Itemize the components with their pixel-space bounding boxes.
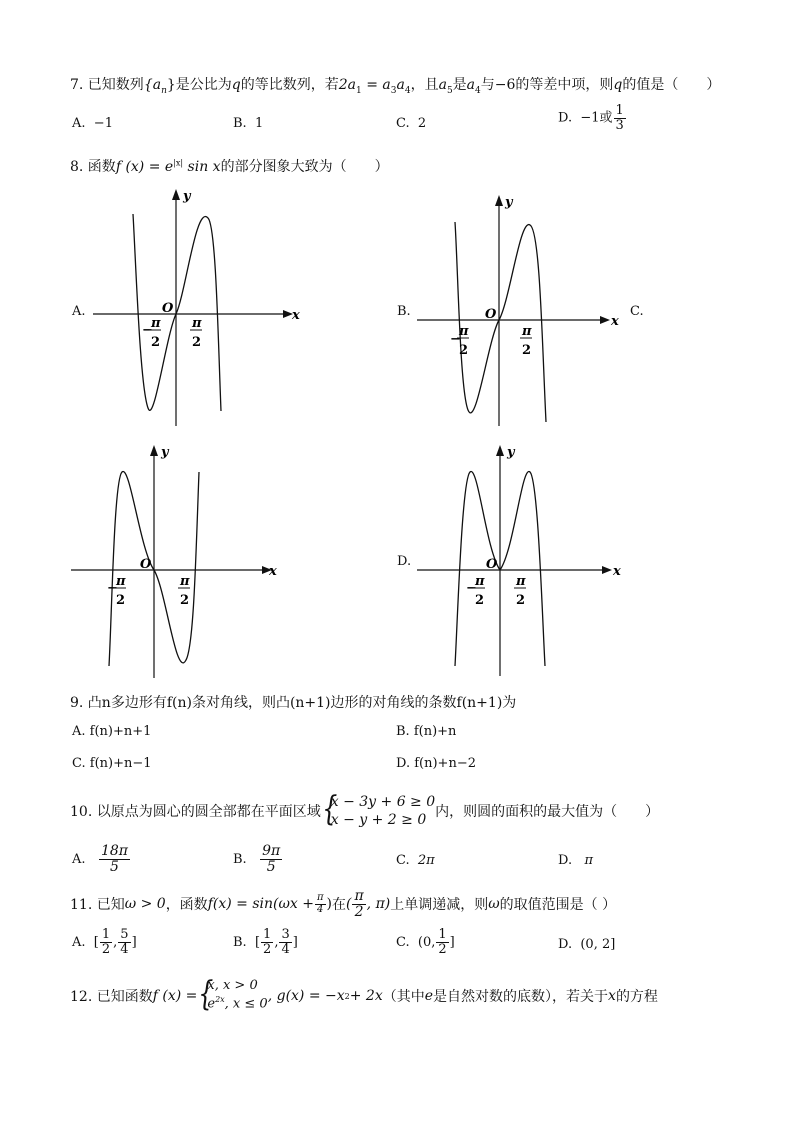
tick-neg-pi: π [459, 324, 469, 339]
q10-option-b[interactable] [233, 844, 283, 874]
q10-stem-text: 10. 以原点为圆心的圆全部都在平面区域 [70, 804, 321, 820]
graph-d [412, 440, 627, 680]
graph-b-label[interactable]: B. [397, 304, 411, 319]
option-value: f(n)+n [413, 724, 457, 739]
q7-seq-close: } [166, 77, 176, 93]
tick-neg-two: 2 [151, 335, 161, 350]
q7-cond-sub2: 3 [390, 85, 397, 96]
bracket: (0, [417, 934, 436, 950]
option-label: D. [396, 756, 411, 771]
q7-cond-sub3: 4 [404, 85, 411, 96]
option-fraction [260, 844, 282, 874]
option-label: D. [558, 110, 573, 126]
q12-stem [70, 972, 658, 1020]
q7-cond-sub: 1 [356, 85, 362, 96]
origin-label: O [485, 307, 497, 322]
option-value: f(n)+n−2 [414, 756, 476, 771]
fraction-num: 5 [120, 927, 129, 942]
option-label: B. [396, 724, 410, 739]
option-label: D. [558, 853, 573, 868]
q10-ineq2: x − y + 2 ≥ 0 [330, 812, 427, 828]
q7-cond-eq: = a [361, 77, 391, 93]
option-label: C. [396, 853, 410, 868]
q11-stem-text: 11. 已知 [70, 897, 125, 913]
tick-neg-pi: π [151, 316, 161, 331]
x-axis-arrow [602, 566, 612, 574]
x-axis-arrow [600, 316, 610, 324]
q12-case2-cond: , x ≤ 0 [224, 996, 268, 1012]
option-label: D. [558, 937, 573, 952]
graph-a [88, 186, 308, 431]
fraction-num: 1 [101, 927, 111, 942]
q12-case2-exp: 2x [215, 995, 225, 1005]
tick-pos-two: 2 [180, 593, 190, 608]
fraction-den: 5 [266, 858, 276, 875]
option-fraction [99, 844, 130, 874]
q11-interval-frac [352, 889, 365, 919]
y-axis-label: y [505, 195, 513, 210]
y-axis-label: y [161, 445, 169, 460]
q8-func-exp: |x| [173, 158, 184, 168]
fraction-den: 4 [120, 941, 129, 957]
option-fraction [100, 928, 112, 956]
option-label: C. [72, 756, 86, 771]
q11-stem [70, 887, 616, 921]
neg-sign: − [466, 581, 477, 596]
option-label: C. [396, 116, 410, 131]
q12-stem-text: 12. 已知函数 [70, 989, 153, 1005]
q11-stem-text3: 在 [332, 897, 346, 913]
tick-neg-two: 2 [475, 593, 485, 608]
option-fraction [118, 928, 130, 956]
bracket: ] [131, 934, 137, 950]
q7-option-d[interactable] [558, 104, 627, 132]
q7-option-c[interactable] [396, 116, 426, 131]
option-label: B. [233, 934, 247, 950]
q8-stem-text: 8. 函数 [70, 159, 116, 175]
graph-curve [133, 214, 221, 411]
option-value: 1 [254, 116, 264, 131]
q11-interval-open: ( [346, 896, 352, 912]
y-axis-arrow [172, 189, 180, 200]
option-value: π [584, 853, 594, 868]
x-axis-label: x [269, 564, 277, 579]
fraction-num: 9π [262, 843, 281, 859]
option-value: −1 [93, 116, 113, 131]
q10-option-c[interactable] [396, 853, 435, 868]
option-fraction [261, 928, 273, 956]
q7-stem-text5: 是 [452, 77, 467, 93]
q8-stem-text2: 的部分图象大致为（ ） [220, 159, 389, 175]
origin-label: O [162, 301, 174, 316]
q8-func-b: sin x [183, 159, 221, 175]
fraction-den: 2 [101, 941, 111, 957]
fraction-num: 1 [615, 103, 624, 118]
option-label: A. [72, 724, 86, 739]
q9-stem: 9. 凸n多边形有f(n)条对角线，则凸(n+1)边形的对角线的条数f(n+1)为 [70, 695, 517, 711]
q8-stem [70, 156, 389, 176]
origin-label: O [486, 557, 498, 572]
q7-a4-sub: 4 [475, 85, 481, 96]
q7-stem [70, 74, 720, 96]
q7-q: q [231, 77, 241, 93]
tick-neg-two: 2 [459, 343, 469, 358]
bracket: [ [93, 934, 99, 950]
q10-ineq1: { x − 3y + 6 ≥ 0 [330, 793, 436, 810]
q7-a5-sub: 5 [446, 85, 453, 96]
tick-neg-two: 2 [116, 593, 126, 608]
q11-interval-close: , π) [366, 896, 391, 912]
q7-option-b[interactable] [233, 116, 263, 131]
fraction-den: 5 [109, 858, 119, 875]
y-axis-arrow [495, 195, 503, 206]
q9-option-c[interactable] [72, 756, 152, 771]
fraction-num: π [354, 887, 364, 904]
q12-e: e [424, 988, 434, 1004]
bracket: ] [292, 934, 298, 950]
tick-pos-pi: π [192, 316, 202, 331]
q7-q2: q [613, 77, 623, 93]
option-value: 2 [417, 116, 427, 131]
fraction-num: π [316, 892, 324, 903]
q11-option-c[interactable] [396, 928, 455, 956]
bracket: ] [449, 934, 455, 950]
q11-stem-text5: 的取值范围是（ ） [499, 897, 617, 913]
neg-sign: − [107, 581, 118, 596]
q7-seq-sub: n [161, 85, 167, 96]
q12-stem-text3: 是自然对数的底数），若关于 [433, 989, 609, 1005]
comma: , [113, 934, 118, 950]
q12-stem-text2: （其中 [382, 989, 425, 1005]
q10-system [321, 793, 435, 829]
q7-a4: a [466, 77, 476, 93]
graph-a-label[interactable]: A. [72, 304, 86, 319]
q12-piecewise [197, 978, 267, 1013]
graph-c-label[interactable]: C. [630, 304, 644, 319]
q7-stem-text6: 与−6的等差中项，则 [480, 77, 614, 93]
q7-stem-text4: ，且 [410, 77, 439, 93]
q11-omega: ω [488, 896, 500, 912]
graph-b [412, 190, 627, 430]
tick-neg-pi: π [475, 574, 485, 589]
q9-option-d[interactable] [396, 756, 476, 771]
fraction-num: 18π [100, 843, 128, 859]
tick-pos-pi: π [180, 574, 190, 589]
q10-stem-text2: 内，则圆的面积的最大值为（ ） [435, 804, 660, 820]
q12-g: , g(x) = −x [267, 988, 345, 1004]
q8-func: f (x) = e [115, 159, 174, 175]
neg-sign: − [450, 332, 461, 347]
tick-pos-two: 2 [522, 343, 532, 358]
tick-pos-two: 2 [192, 335, 202, 350]
q7-a5: a [438, 77, 447, 93]
q11-func: f(x) = sin(ωx + [207, 896, 314, 912]
y-axis-label: y [507, 445, 515, 460]
q7-stem-text: 7. 已知数列 [70, 77, 144, 93]
q7-stem-text3: 的等比数列，若 [240, 77, 339, 93]
q7-stem-text7: 的值是（ ） [622, 77, 721, 93]
fraction-den: 4 [281, 941, 290, 957]
fraction-den: 2 [354, 903, 364, 920]
option-value: (0, 2] [580, 937, 616, 952]
q12-x: x [608, 988, 616, 1004]
option-value: −1或 [580, 110, 613, 126]
q10-option-a[interactable] [72, 844, 131, 874]
q10-option-d[interactable] [558, 853, 593, 868]
option-label: C. [396, 934, 410, 950]
option-value: f(n)+n−1 [89, 756, 152, 771]
option-value: f(n)+n+1 [89, 724, 152, 739]
q12-g-exp: 2 [344, 991, 350, 1001]
q11-option-d[interactable] [558, 937, 615, 952]
q7-cond-b: a [396, 77, 405, 93]
q11-func-frac [315, 893, 326, 915]
q12-case1: { x, x > 0 [207, 978, 258, 994]
fraction-den: 2 [438, 941, 447, 957]
fraction-den: 2 [263, 941, 272, 957]
q11-func-close: ) [326, 896, 332, 912]
q12-g-b: + 2x [349, 988, 383, 1004]
tick-neg-pi: π [116, 574, 126, 589]
x-axis-label: x [611, 314, 619, 329]
y-axis-label: y [183, 189, 191, 204]
option-label: A. [72, 851, 86, 867]
origin-label: O [140, 557, 152, 572]
comma: , [274, 934, 279, 950]
fraction-den: 3 [615, 117, 624, 133]
graph-d-label[interactable]: D. [397, 554, 412, 569]
option-label: A. [72, 934, 86, 950]
x-axis-label: x [292, 308, 300, 323]
q12-case2-base: e [207, 996, 216, 1012]
q9-option-b[interactable] [396, 724, 456, 739]
q7-stem-text2: 是公比为 [175, 77, 232, 93]
fraction-num: 3 [281, 927, 290, 942]
tick-pos-pi: π [522, 324, 532, 339]
q11-option-a[interactable] [72, 928, 137, 956]
q7-cond: 2a [338, 77, 357, 93]
x-axis-label: x [613, 564, 621, 579]
q7-seq: {a [143, 77, 162, 93]
option-value: 2π [417, 853, 435, 868]
q11-stem-text4: 上单调递减，则 [390, 897, 489, 913]
neg-sign: − [142, 323, 153, 338]
fraction-num: 1 [438, 927, 447, 942]
y-axis-arrow [150, 445, 158, 456]
q11-stem-text2: ，函数 [165, 897, 208, 913]
tick-pos-pi: π [516, 574, 526, 589]
q11-option-b[interactable] [233, 928, 298, 956]
fraction-num: 1 [263, 927, 272, 942]
option-fraction [614, 104, 626, 132]
q12-f: f (x) = [152, 988, 198, 1004]
y-axis-arrow [496, 445, 504, 456]
option-label: B. [233, 116, 247, 131]
q12-stem-text4: 的方程 [615, 989, 658, 1005]
q10-stem [70, 788, 659, 834]
q7-option-a[interactable] [72, 116, 113, 131]
bracket: [ [254, 934, 261, 950]
option-label: B. [233, 851, 247, 867]
graph-c [66, 440, 286, 680]
option-fraction [436, 928, 448, 956]
tick-pos-two: 2 [516, 593, 526, 608]
graph-curve [455, 222, 546, 422]
q9-option-a[interactable] [72, 724, 151, 739]
option-fraction [279, 928, 291, 956]
q11-omega-cond: ω > 0 [124, 896, 166, 912]
option-label: A. [72, 116, 86, 131]
fraction-den: 4 [317, 903, 324, 915]
